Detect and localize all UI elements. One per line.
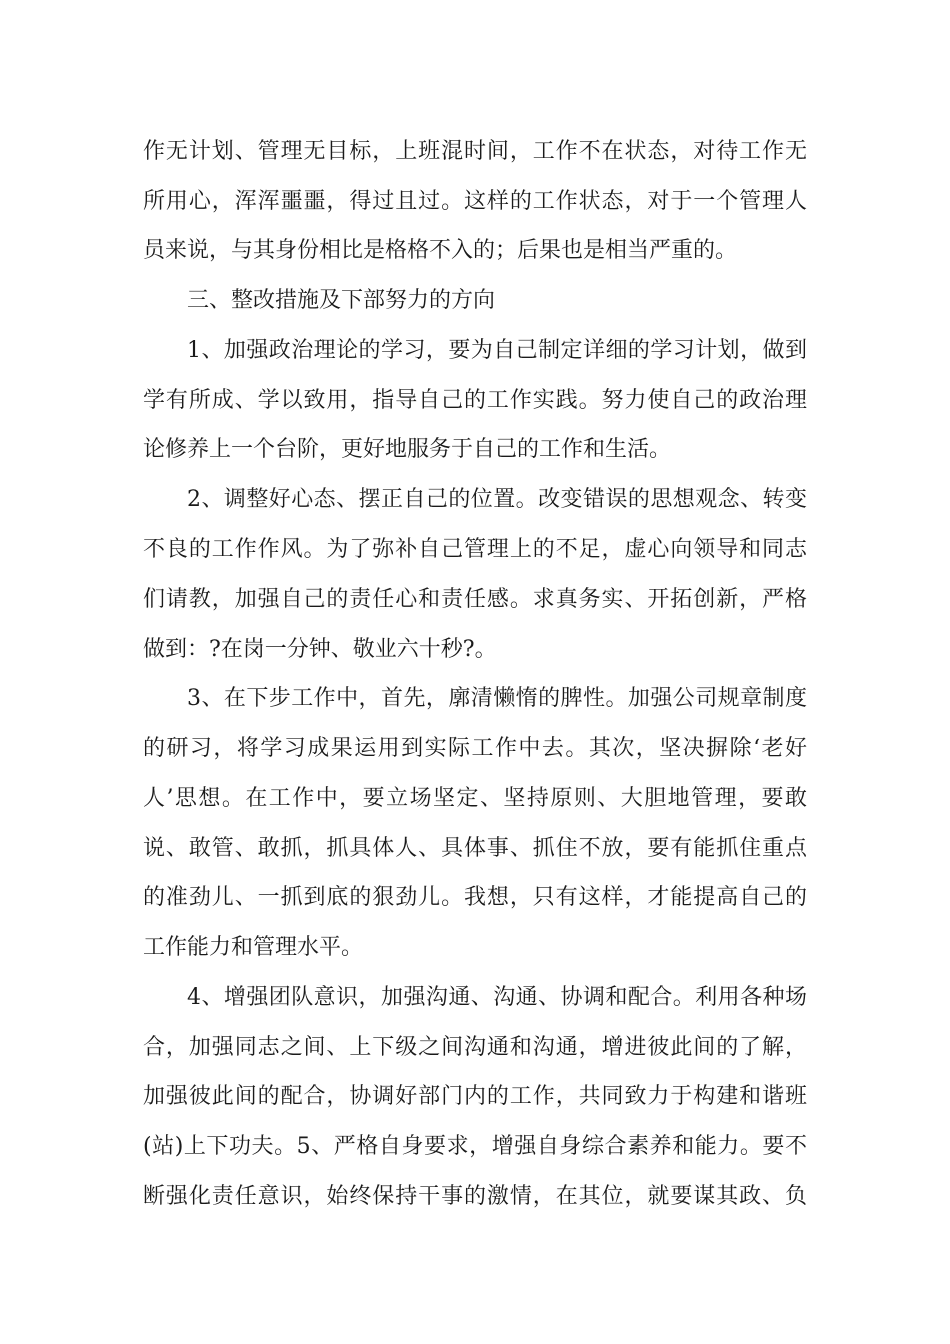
paragraph-line: 合，加强同志之间、上下级之间沟通和沟通，增进彼此间的了解， <box>143 1035 807 1060</box>
paragraph-line: 的研习，将学习成果运用到实际工作中去。其次，坚决摒除‘老好 <box>143 736 807 761</box>
paragraph-line: 工作能力和管理水平。 <box>143 935 364 960</box>
paragraph-line: 3、在下步工作中，首先，廓清懒惰的脾性。加强公司规章制度 <box>187 686 807 711</box>
paragraph-line: 员来说，与其身份相比是格格不入的；后果也是相当严重的。 <box>143 238 738 263</box>
paragraph-line: 1、加强政治理论的学习，要为自己制定详细的学习计划，做到 <box>187 338 807 363</box>
paragraph-line: 的准劲儿、一抓到底的狠劲儿。我想，只有这样，才能提高自己的 <box>143 885 807 910</box>
paragraph-line: 们请教，加强自己的责任心和责任感。求真务实、开拓创新，严格 <box>143 587 807 612</box>
paragraph-line: 4、增强团队意识，加强沟通、沟通、协调和配合。利用各种场 <box>187 985 807 1010</box>
paragraph-line: 加强彼此间的配合，协调好部门内的工作，共同致力于构建和谐班 <box>143 1084 807 1109</box>
paragraph-line: 断强化责任意识，始终保持干事的激情，在其位，就要谋其政、负 <box>143 1184 807 1209</box>
paragraph-line: 学有所成、学以致用，指导自己的工作实践。努力使自己的政治理 <box>143 388 807 413</box>
paragraph-line: 不良的工作作风。为了弥补自己管理上的不足，虚心向领导和同志 <box>143 537 807 562</box>
paragraph-line: 做到：?在岗一分钟、敬业六十秒?。 <box>143 637 497 662</box>
section-heading: 三、整改措施及下部努力的方向 <box>187 288 496 313</box>
paragraph-line: 人’思想。在工作中，要立场坚定、坚持原则、大胆地管理，要敢 <box>143 786 807 811</box>
paragraph-line: 作无计划、管理无目标，上班混时间，工作不在状态，对待工作无 <box>143 139 807 164</box>
paragraph-line: 所用心，浑浑噩噩，得过且过。这样的工作状态，对于一个管理人 <box>143 189 807 214</box>
paragraph-line: 论修养上一个台阶，更好地服务于自己的工作和生活。 <box>143 437 672 462</box>
paragraph-line: (站)上下功夫。5、严格自身要求，增强自身综合素养和能力。要不 <box>143 1134 807 1159</box>
paragraph-line: 说、敢管、敢抓，抓具体人、具体事、抓住不放，要有能抓住重点 <box>143 836 807 861</box>
paragraph-line: 2、调整好心态、摆正自己的位置。改变错误的思想观念、转变 <box>187 487 807 512</box>
